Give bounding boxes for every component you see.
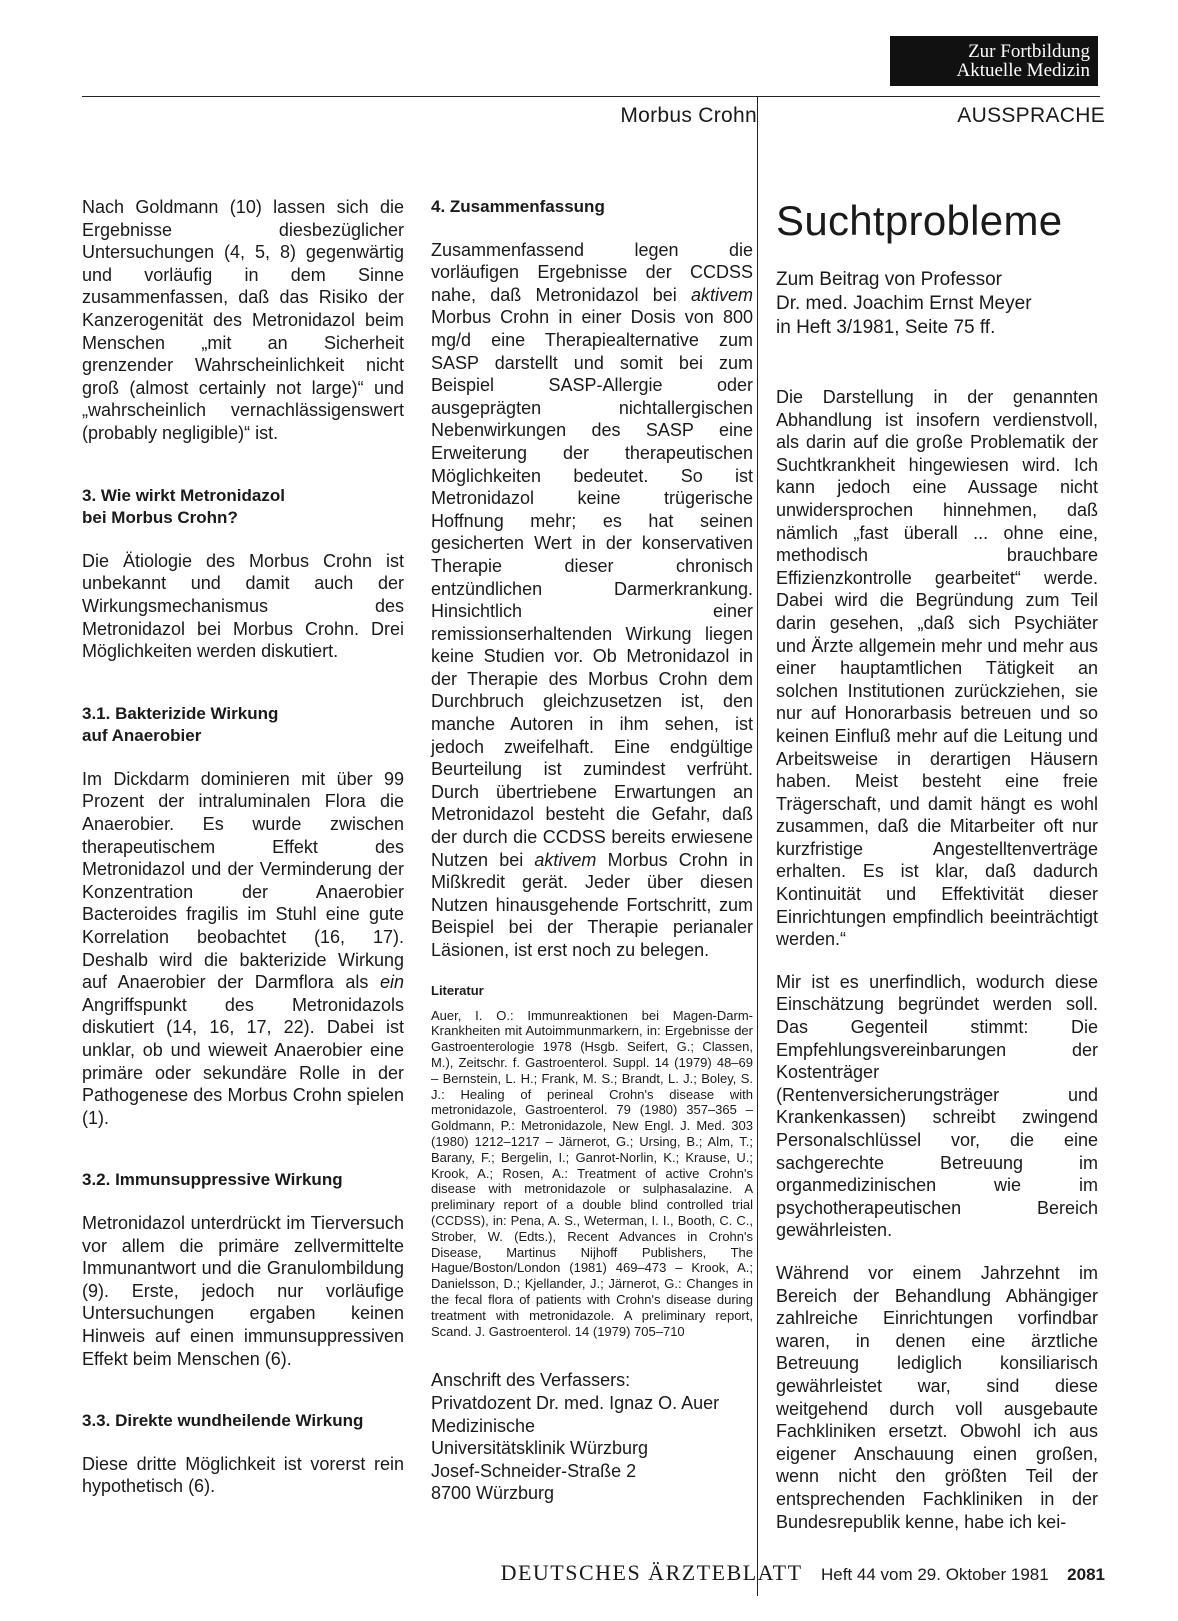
emphasis: ein bbox=[379, 972, 404, 993]
column-divider bbox=[757, 96, 758, 1596]
subtitle-line: in Heft 3/1981, Seite 75 ff. bbox=[776, 317, 996, 338]
section-heading-3 bbox=[82, 485, 404, 530]
article-column-1 bbox=[82, 196, 404, 1498]
paragraph: Metronidazol unterdrückt im Tierversuch vor allem die primäre zellvermittelte Immunantwort und die Granulombildung (9). Erste, jedoch nur vorläufige Untersuchungen ergaben keinen Hinweis auf einen immunsuppressiven Effekt beim Menschen (6). bbox=[82, 1212, 404, 1369]
emphasis: aktivem bbox=[534, 849, 597, 870]
page-footer bbox=[501, 1560, 1105, 1586]
paragraph: Nach Goldmann (10) lassen sich die Ergebnisse diesbezüglicher Untersuchungen (4, 5, 8) gegenwärtig und vorläufig in dem Sinne zusammenfassen, daß das Risiko der Kanzerogenität des Metronidazol beim Menschen „mit an Sicherheit grenzender Wahrscheinlichkeit nicht groß (almost certainly not large)“ und „wahrscheinlich vernachlässigenswert (probably negligible)“ ist. bbox=[82, 197, 404, 443]
running-header-left: Morbus Crohn bbox=[620, 104, 757, 127]
page-number: 2081 bbox=[1067, 1565, 1105, 1584]
address-line: Anschrift des Verfassers: bbox=[431, 1370, 631, 1391]
section-heading-3-2: 3.2. Immunsuppressive Wirkung bbox=[82, 1170, 343, 1190]
author-address bbox=[431, 1369, 753, 1505]
section-heading-3-1 bbox=[82, 703, 404, 748]
header-rule bbox=[82, 96, 1100, 97]
issue-info: Heft 44 vom 29. Oktober 1981 bbox=[820, 1565, 1049, 1584]
heading-line: auf Anaerobier bbox=[82, 726, 202, 746]
paragraph: Während vor einem Jahrzehnt im Bereich der Behandlung Abhängiger zahlreiche Einrichtungen vorfindbar waren, in denen eine ärztliche Betreuung lediglich konsiliarisch gewährleistet war, sind diese weitgehend durch voll ausgebaute Fachkliniken ersetzt. Obwohl ich aus eigener Anschauung einen großen, wenn nicht den größten Teil der entsprechenden Fachkliniken in der Bundesrepublik kenne, habe ich kei- bbox=[776, 1262, 1098, 1532]
discussion-subtitle bbox=[776, 268, 1098, 340]
address-line: Universitätsklinik Würzburg bbox=[431, 1438, 649, 1459]
text-run: Angriffspunkt des Metronidazols diskutiert (14, 16, 17, 22). Dabei ist unklar, ob und wieweit Anaerobier eine primäre oder sekundäre Rolle in der Pathogenese des Morbus Crohn spielen (1). bbox=[82, 994, 404, 1128]
address-line: Privatdozent Dr. med. Ignaz O. Auer bbox=[431, 1392, 720, 1413]
text-run: Zusammenfassend legen die vorläufigen Ergebnisse der CCDSS nahe, daß Metronidazol bei bbox=[431, 239, 753, 305]
text-run: Morbus Crohn in einer Dosis von 800 mg/d eine Therapiealternative zum SASP darstellt und somit bei zum Beispiel SASP-Allergie oder ausgeprägten nichtallergischen Nebenwirkungen des SASP eine Erweiterung der therapeutischen Möglichkeiten bedeutet. So ist Metronidazol keine trügerische Hoffnung mehr; es hat seinen gesicherten Wert in der konservativen Therapie dieser chronisch entzündlichen Darmerkrankung. Hinsichtlich einer remissionserhaltenden Wirkung liegen keine Studien vor. Ob Metronidazol in der Therapie des Morbus Crohn dem Durchbruch gleichzusetzen ist, den manche Autoren in ihm sehen, ist jedoch zweifelhaft. Eine endgültige Beurteilung ist zumindest verfrüht. Durch übertriebene Erwartungen an Metronidazol besteht die Gefahr, daß der durch die CCDSS bereits erwiesene Nutzen bei bbox=[431, 307, 753, 870]
section-badge bbox=[890, 36, 1098, 86]
paragraph: Die Darstellung in der genannten Abhandlung ist insofern verdienstvoll, als darin auf die große Problematik der Suchtkrankheit hingewiesen wird. Ich kann jedoch eine Aussage nicht unwidersprochen hinnehmen, daß nämlich „fast überall ... ohne eine, methodisch brauchbare Effizienzkontrolle gearbeitet“ werde. Dabei wird die Begründung zum Teil darin gesehen, „daß sich Psychiäter und Ärzte allgemein mehr und mehr aus einer hauptamtlichen Tätigkeit an solchen Institutionen zurückziehen, sie nur auf Honorarbasis betreuen und so keinen Einfluß mehr auf die Leitung und Arbeitsweise in derartigen Häusern haben. Meist besteht eine freie Trägerschaft, und damit hängt es wohl zusammen, daß die Mitarbeiter oft nur kurzfristige Angestelltenverträge erhalten. Es ist klar, daß dadurch Kontinuität und Effektivität dieser Einrichtungen empfindlich beeinträchtigt werden.“ bbox=[776, 387, 1098, 950]
journal-name: DEUTSCHES ÄRZTEBLATT bbox=[500, 1560, 803, 1585]
address-line: Josef-Schneider-Straße 2 bbox=[431, 1460, 637, 1481]
subtitle-line: Dr. med. Joachim Ernst Meyer bbox=[776, 293, 1032, 314]
emphasis: aktivem bbox=[690, 284, 753, 305]
text-run: Im Dickdarm dominieren mit über 99 Prozent der intraluminalen Flora die Anaerobier. Es wurde zwischen therapeutischem Effekt des Metronidazol und der Verminderung der Konzentration der Anaerobier Bacteroides fragilis im Stuhl eine gute Korrelation beobachtet (16, 17). Deshalb wird die bakterizide Wirkung auf Anaerobier der Darmflora als bbox=[82, 768, 404, 993]
paragraph bbox=[431, 239, 753, 962]
paragraph bbox=[82, 768, 404, 1130]
paragraph: Diese dritte Möglichkeit ist vorerst rein hypothetisch (6). bbox=[82, 1453, 404, 1497]
running-header-right: AUSSPRACHE bbox=[957, 104, 1105, 127]
paragraph: Die Ätiologie des Morbus Crohn ist unbekannt und damit auch der Wirkungsmechanismus des Metronidazol bei Morbus Crohn. Drei Möglichkeiten werden diskutiert. bbox=[82, 550, 404, 662]
address-line: Medizinische bbox=[431, 1415, 536, 1436]
text-run: Morbus Crohn in Mißkredit gerät. Jeder über diesen Nutzen hinausgehende Fortschritt, zum Beispiel bei der Therapie perianaler Läsionen, ist erst noch zu belegen. bbox=[431, 849, 753, 960]
discussion-title: Suchtprobleme bbox=[776, 197, 1063, 244]
badge-line-1: Zur Fortbildung bbox=[968, 41, 1090, 62]
discussion-column bbox=[776, 196, 1098, 1533]
badge-line-2: Aktuelle Medizin bbox=[956, 60, 1090, 81]
heading-line: 3. Wie wirkt Metronidazol bbox=[82, 485, 285, 505]
subtitle-line: Zum Beitrag von Professor bbox=[776, 269, 1002, 290]
heading-line: bei Morbus Crohn? bbox=[82, 508, 238, 528]
section-heading-4: 4. Zusammenfassung bbox=[431, 197, 605, 216]
heading-line: 3.1. Bakterizide Wirkung bbox=[82, 703, 279, 723]
paragraph: Mir ist es unerfindlich, wodurch diese Einschätzung begründet werden soll. Das Gegenteil stimmt: Die Empfehlungsvereinbarungen der Kostenträger (Rentenversicherungsträger und Krankenkassen) schreibt zwingend Personalschlüssel vor, die eine sachgerechte Betreuung im organmedizinischen wie im psychotherapeutischen Bereich gewährleisten. bbox=[776, 971, 1098, 1241]
references-heading: Literatur bbox=[431, 982, 484, 998]
address-line: 8700 Würzburg bbox=[431, 1483, 555, 1504]
references-text: Auer, I. O.: Immunreaktionen bei Magen-Darm-Krankheiten mit Autoimmunmarkern, in: Ergebnisse der Gastroenterologie 1978 (Hsgb. Seifert, G.; Classen, M.), Zeitschr. f. Gastroenterol. Suppl. 14 (1979) 48–69 – Bernstein, L. H.; Frank, M. S.; Brandt, L. J.; Boley, S. J.: Healing of perineal Crohn's disease with metronidazole, Gastroenterol. 79 (1980) 357–365 – Goldmann, P.: Metronidazole, New Engl. J. Med. 303 (1980) 1212–1217 – Järnerot, G.; Ursing, B.; Alm, T.; Barany, F.; Bergelin, I.; Ganrot-Norlin, K.; Krause, U.; Krook, A.; Rosen, A.: Treatment of active Crohn's disease with metronidazole or sulphasalazine. A preliminary report of a double blind controlled trial (CCDSS), in: Pena, A. S., Weterman, I. I., Booth, C. C., Strober, W. (Edts.), Recent Advances in Crohn's Disease, Martinus Nijhoff Publishers, The Hague/Boston/London (1981) 469–473 – Krook, A.; Danielsson, D.; Kjellander, J.; Järnerot, G.: Changes in the fecal flora of patients with Crohn's disease during treatment with metronidazole. A preliminary report, Scand. J. Gastroenterol. 14 (1979) 705–710 bbox=[431, 1007, 753, 1339]
article-column-2 bbox=[431, 196, 753, 1505]
section-heading-3-3: 3.3. Direkte wundheilende Wirkung bbox=[82, 1411, 364, 1431]
